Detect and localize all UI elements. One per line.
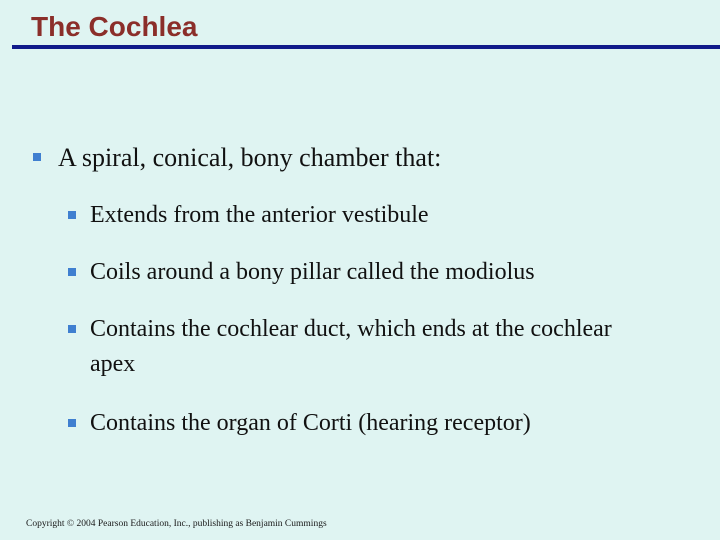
sub-bullet-1 <box>68 198 688 233</box>
square-bullet-icon <box>33 153 41 161</box>
bullet-text: Extends from the anterior vestibule <box>90 202 429 228</box>
bullet-text: A spiral, conical, bony chamber that: <box>58 143 442 172</box>
sub-bullet-3 <box>68 312 628 382</box>
sub-bullet-4 <box>68 406 688 441</box>
slide-title: The Cochlea <box>31 11 198 42</box>
square-bullet-icon <box>68 211 76 219</box>
square-bullet-icon <box>68 325 76 333</box>
bullet-text: Coils around a bony pillar called the modiolus <box>90 259 535 285</box>
title-underline <box>12 45 720 49</box>
bullet-text: Contains the organ of Corti (hearing receptor) <box>90 410 531 436</box>
bullet-text: Contains the cochlear duct, which ends at the cochlear apex <box>90 316 612 377</box>
bullet-main <box>33 143 441 173</box>
sub-bullet-2 <box>68 255 688 290</box>
copyright-footer: Copyright © 2004 Pearson Education, Inc., publishing as Benjamin Cummings <box>26 519 327 529</box>
square-bullet-icon <box>68 268 76 276</box>
square-bullet-icon <box>68 419 76 427</box>
